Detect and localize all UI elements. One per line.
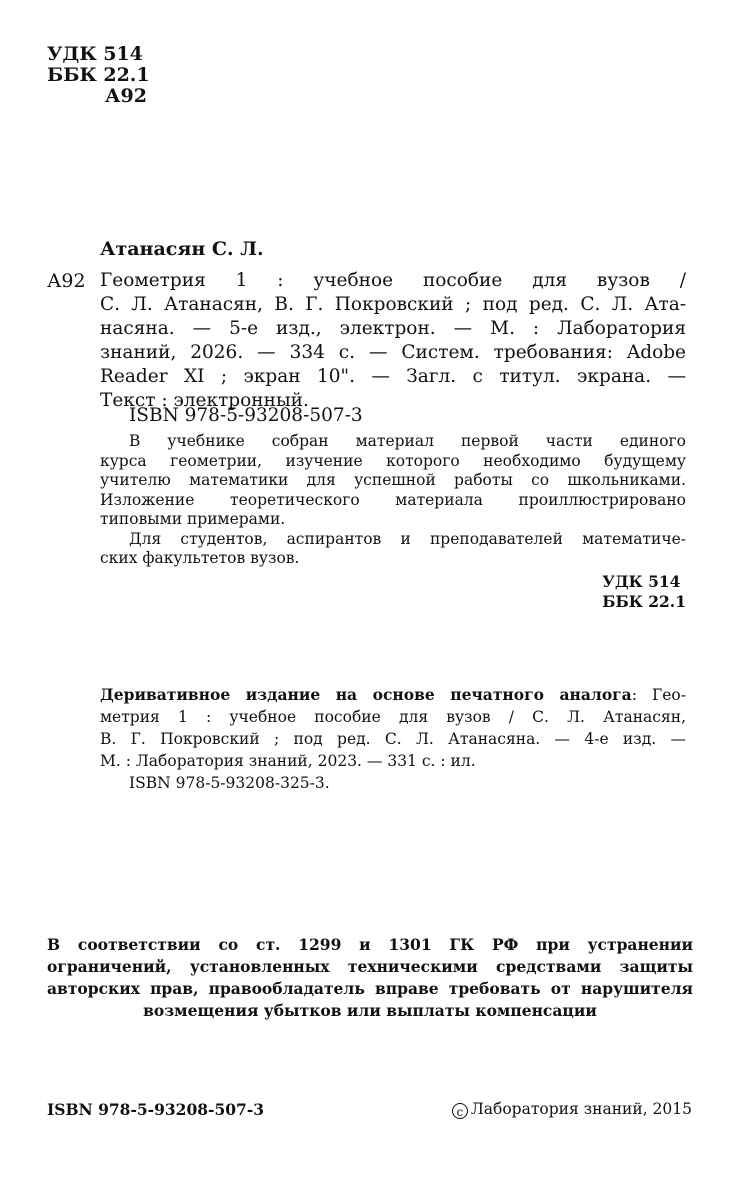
legal-line: В соответствии со ст. 1299 и 1301 ГК РФ при устранении [47, 935, 693, 954]
audience-line: Для студентов, аспирантов и преподавателей математиче- [129, 529, 686, 548]
bbk-code-right: ББК 22.1 [602, 592, 686, 611]
description-line: С. Л. Атанасян, В. Г. Покровский ; под ред. С. Л. Ата- [100, 294, 686, 315]
classification-block [47, 44, 150, 107]
derivative-edition [100, 684, 686, 794]
bbk-code: ББК 22.1 [47, 64, 150, 86]
description-line: Геометрия 1 : учебное пособие для вузов / [100, 270, 686, 291]
annotation-line: учителю математики для успешной работы со школьниками. [100, 471, 686, 489]
annotation-line: В учебнике собран материал первой части единого [129, 432, 686, 450]
author-sign: А92 [105, 85, 147, 107]
classification-right [602, 572, 686, 612]
derivative-lead-rest: : Гео- [631, 686, 686, 704]
description-line: насяна. — 5-е изд., электрон. — М. : Лаборатория [100, 318, 686, 339]
description-line: Текст : электронный. [100, 390, 309, 411]
udk-code-right: УДК 514 [602, 572, 681, 591]
record-code: А92 [47, 270, 86, 292]
derivative-line: М. : Лаборатория знаний, 2023. — 331 с. : ил. [100, 752, 476, 770]
annotation [100, 432, 686, 569]
udk-code: УДК 514 [47, 43, 143, 65]
legal-line: возмещения убытков или выплаты компенсации [143, 1001, 597, 1020]
audience-line: ских факультетов вузов. [100, 549, 300, 567]
footer-isbn: ISBN 978-5-93208-507-3 [47, 1100, 265, 1119]
derivative-line: В. Г. Покровский ; под ред. С. Л. Атанасяна. — 4-е изд. — [100, 730, 686, 748]
derivative-lead: Деривативное издание на основе печатного аналога [100, 685, 632, 704]
annotation-line: типовыми примерами. [100, 510, 286, 528]
derivative-isbn: ISBN 978-5-93208-325-3. [129, 774, 330, 792]
copyright-icon: c [452, 1103, 468, 1119]
derivative-line: метрия 1 : учебное пособие для вузов / С. Л. Атанасян, [100, 708, 686, 726]
legal-line: ограничений, установленных техническими средствами защиты [47, 957, 693, 976]
annotation-line: курса геометрии, изучение которого необходимо будущему [100, 451, 686, 470]
derivative-line [100, 684, 686, 706]
description-line: Reader XI ; экран 10". — Загл. с титул. экрана. — [100, 366, 686, 387]
annotation-line: Изложение теоретического материала проиллюстрировано [100, 490, 686, 509]
record-description [100, 269, 686, 413]
copyright [452, 1100, 692, 1119]
description-line: знаний, 2026. — 334 с. — Систем. требования: Adobe [100, 342, 686, 363]
record-author: Атанасян С. Л. [100, 238, 264, 260]
copyright-text: Лаборатория знаний, 2015 [470, 1100, 692, 1118]
legal-line: авторских прав, правообладатель вправе требовать от нарушителя [47, 979, 693, 998]
legal-notice [47, 934, 693, 1022]
record-isbn: ISBN 978-5-93208-507-3 [129, 405, 363, 426]
